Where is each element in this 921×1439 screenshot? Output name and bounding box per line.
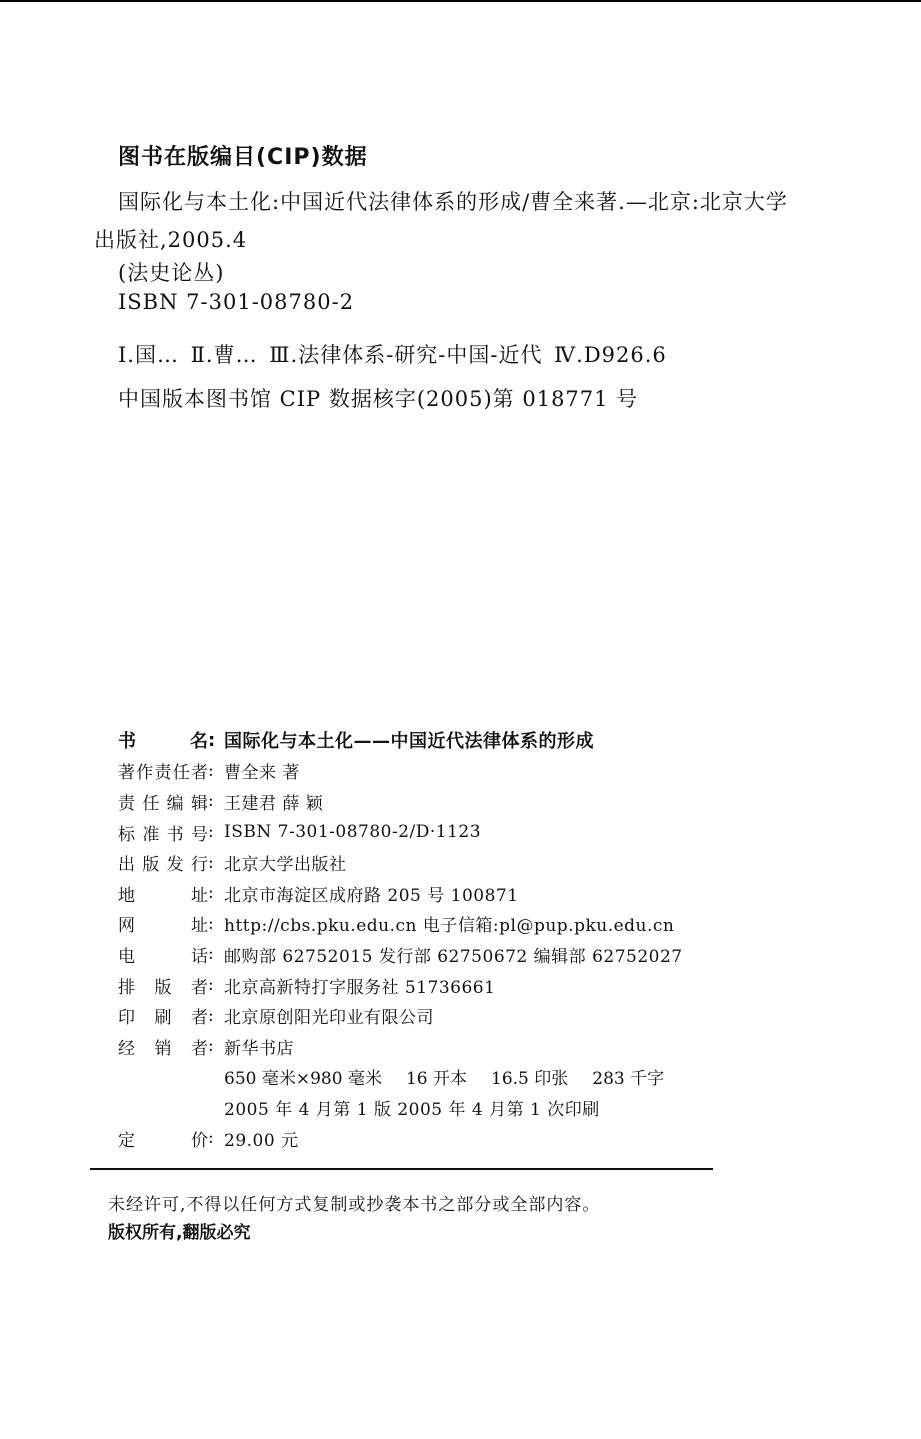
value-publisher: 北京大学出版社 <box>224 855 347 876</box>
value-isbn: ISBN 7-301-08780-2/D·1123 <box>224 822 482 843</box>
cip-verification: 中国版本图书馆 CIP 数据核字(2005)第 018771 号 <box>118 387 639 411</box>
colophon-row-edition <box>118 1092 718 1123</box>
label-book-title: 书 名 <box>118 731 208 753</box>
value-book-title: 国际化与本土化——中国近代法律体系的形成 <box>224 731 594 753</box>
top-border-line <box>0 0 921 2</box>
cip-heading: 图书在版编目(CIP)数据 <box>118 145 368 170</box>
value-printer: 北京原创阳光印业有限公司 <box>224 1008 434 1029</box>
label-price: 定 价 <box>118 1130 208 1151</box>
colophon-row-phone: 电 话 : 邮购部 62752015 发行部 62750672 编辑部 62752027 <box>118 939 718 970</box>
rights-reserved: 版权所有,翻版必究 <box>108 1223 251 1243</box>
copyright-notice: 未经许可,不得以任何方式复制或抄袭本书之部分或全部内容。 <box>108 1195 601 1215</box>
label-author: 著 作 责 任 者 <box>118 763 208 784</box>
spec-size: 650 毫米×980 毫米 <box>224 1069 382 1090</box>
label-publisher: 出 版 发 行 <box>118 855 208 876</box>
label-printer: 印 刷 者 <box>118 1008 208 1029</box>
colophon-row-printer: 印 刷 者 : 北京原创阳光印业有限公司 <box>118 1000 718 1031</box>
spec-format: 16 开本 <box>405 1069 467 1090</box>
colophon-row-isbn: 标 准 书 号 : ISBN 7-301-08780-2/D·1123 <box>118 817 718 848</box>
value-edition: 2005 年 4 月第 1 版 2005 年 4 月第 1 次印刷 <box>224 1099 600 1120</box>
label-address: 地 址 <box>118 885 208 906</box>
colophon-row-title: 书 名 : 国际化与本土化——中国近代法律体系的形成 <box>118 725 718 756</box>
value-distributor: 新华书店 <box>224 1038 294 1059</box>
colophon-row-price: 定 价 : 29.00 元 <box>118 1123 718 1154</box>
spec-sheets: 16.5 印张 <box>491 1069 569 1090</box>
cip-classification: Ⅰ.国… Ⅱ.曹… Ⅲ.法律体系-研究-中国-近代 Ⅳ.D926.6 <box>118 343 667 367</box>
cip-title-line: 国际化与本土化:中国近代法律体系的形成/曹全来著.—北京:北京大学 <box>118 190 788 214</box>
label-phone: 电 话 <box>118 946 208 967</box>
colophon-row-website: 网 址 : http://cbs.pku.edu.cn 电子信箱:pl@pup.pku.edu.cn <box>118 909 718 940</box>
cip-publisher-line: 出版社,2005.4 <box>94 228 248 252</box>
colophon-row-author: 著 作 责 任 者 : 曹全来 著 <box>118 756 718 787</box>
spec-words: 283 千字 <box>592 1069 665 1090</box>
value-price: 29.00 元 <box>224 1130 299 1151</box>
value-website: http://cbs.pku.edu.cn 电子信箱:pl@pup.pku.edu.cn <box>224 916 675 937</box>
label-typesetter: 排 版 者 <box>118 977 208 998</box>
colophon-row-address: 地 址 : 北京市海淀区成府路 205 号 100871 <box>118 878 718 909</box>
colophon-row-typesetter: 排 版 者 : 北京高新特打字服务社 51736661 <box>118 970 718 1001</box>
label-distributor: 经 销 者 <box>118 1038 208 1059</box>
colophon-row-editor: 责 任 编 辑 : 王建君 薛 颖 <box>118 786 718 817</box>
colophon-row-specs <box>118 1062 718 1093</box>
value-editor: 王建君 薛 颖 <box>224 793 324 814</box>
label-isbn: 标 准 书 号 <box>118 824 208 845</box>
value-address: 北京市海淀区成府路 205 号 100871 <box>224 885 519 906</box>
label-website: 网 址 <box>118 916 208 937</box>
label-editor: 责 任 编 辑 <box>118 793 208 814</box>
value-author: 曹全来 著 <box>224 763 300 784</box>
colophon-table <box>118 725 718 1153</box>
colophon-row-publisher: 出 版 发 行 : 北京大学出版社 <box>118 847 718 878</box>
footer-divider <box>90 1168 713 1170</box>
cip-isbn: ISBN 7-301-08780-2 <box>118 290 355 314</box>
value-typesetter: 北京高新特打字服务社 51736661 <box>224 977 496 998</box>
colophon-row-distributor: 经 销 者 : 新华书店 <box>118 1031 718 1062</box>
value-phone: 邮购部 62752015 发行部 62750672 编辑部 62752027 <box>224 946 683 967</box>
cip-series: (法史论丛) <box>118 261 225 285</box>
